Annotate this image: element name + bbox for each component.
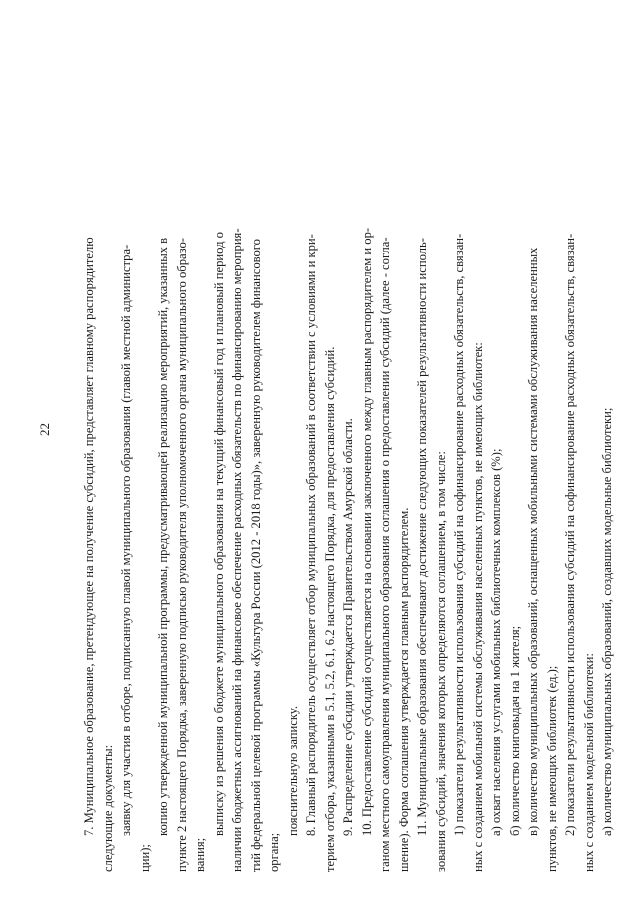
text-line: наличии бюджетных ассигнований на финансовое обеспечение расходных обязательств по финансированию мероприя- (230, 228, 244, 872)
text-line: пояснительную записку. (285, 706, 300, 836)
text-line: 9. Распределение субсидии утверждается Правительством Амурской области. (341, 418, 355, 836)
text-line: выписку из решения о бюджете муниципального образования на текущий финансовый год и плановый период о (211, 232, 226, 836)
text-line: а) охват населения услугами мобильных библиотечных комплексов (%); (489, 448, 503, 836)
rotated-page-content (80, 32, 614, 872)
text-line: 7. Муниципальное образование, претендующее на получение субсидий, представляет главному распорядителю (82, 237, 96, 836)
text-line: вания; (193, 837, 207, 872)
text-line: копию утвержденной муниципальной программы, предусматривающей реализацию мероприятий, указанных в (156, 237, 170, 836)
document-body (80, 32, 617, 872)
text-line: б) количество книговыдач на 1 жителя; (507, 625, 522, 836)
text-line: в) количество муниципальных образований, оснащенных мобильными системами обслуживания населенных (526, 247, 540, 836)
text-line: органа; (267, 832, 281, 872)
text-line: ных с созданием модельной библиотеки: (581, 653, 596, 872)
text-line: терием отбора, указанными в 5.1, 5.2, 6.1, 6.2 настоящего Порядка, для предоставления субсидий. (322, 346, 337, 872)
text-line: а) количество муниципальных образований, создавших модельные библиотеки; (600, 407, 614, 836)
text-line: ных с созданием мобильной системы обслуживания населенных пунктов, не имеющих библиотек: (470, 342, 485, 872)
text-line: 2) показатели результативности использования субсидий на софинансирование расходных обязательств, связан- (563, 233, 577, 836)
text-line: ганом местного самоуправления муниципального образования соглашения о предоставлении субсидий (далее - согла- (378, 237, 392, 872)
text-line: тий федеральной целевой программы «Культура России (2012 - 2018 годы)», заверенную руководителем финансового (248, 239, 263, 872)
text-line: зования субсидий, значения которых определяются соглашением, в том числе: (433, 451, 448, 872)
text-line: заявку для участия в отборе, подписанную главой муниципального образования (главой местной администра- (119, 244, 133, 836)
text-line: пункте 2 настоящего Порядка, заверенную подписью руководителя уполномоченного органа муниципального образо- (174, 238, 189, 872)
text-line: 10. Предоставление субсидий осуществляется на основании заключенного между главным распорядителем и ор- (359, 227, 374, 836)
text-line: пунктов, не имеющих библиотек (ед.); (544, 665, 559, 872)
text-line: следующие документы: (100, 744, 115, 872)
text-line: 11. Муниципальные образования обеспечивают достижение следующих показателей результативности исполь- (415, 238, 429, 836)
text-line: 8. Главный распорядитель осуществляет отбор муниципальных образований в соответствии с условиями и кри- (304, 234, 318, 836)
text-line: шение). Форма соглашения утверждается главным распорядителем. (396, 507, 411, 872)
text-line: ции); (137, 844, 152, 872)
page-number: 22 (37, 423, 52, 436)
text-line: 1) показатели результативности использования субсидий на софинансирование расходных обязательств, связан- (452, 233, 466, 836)
